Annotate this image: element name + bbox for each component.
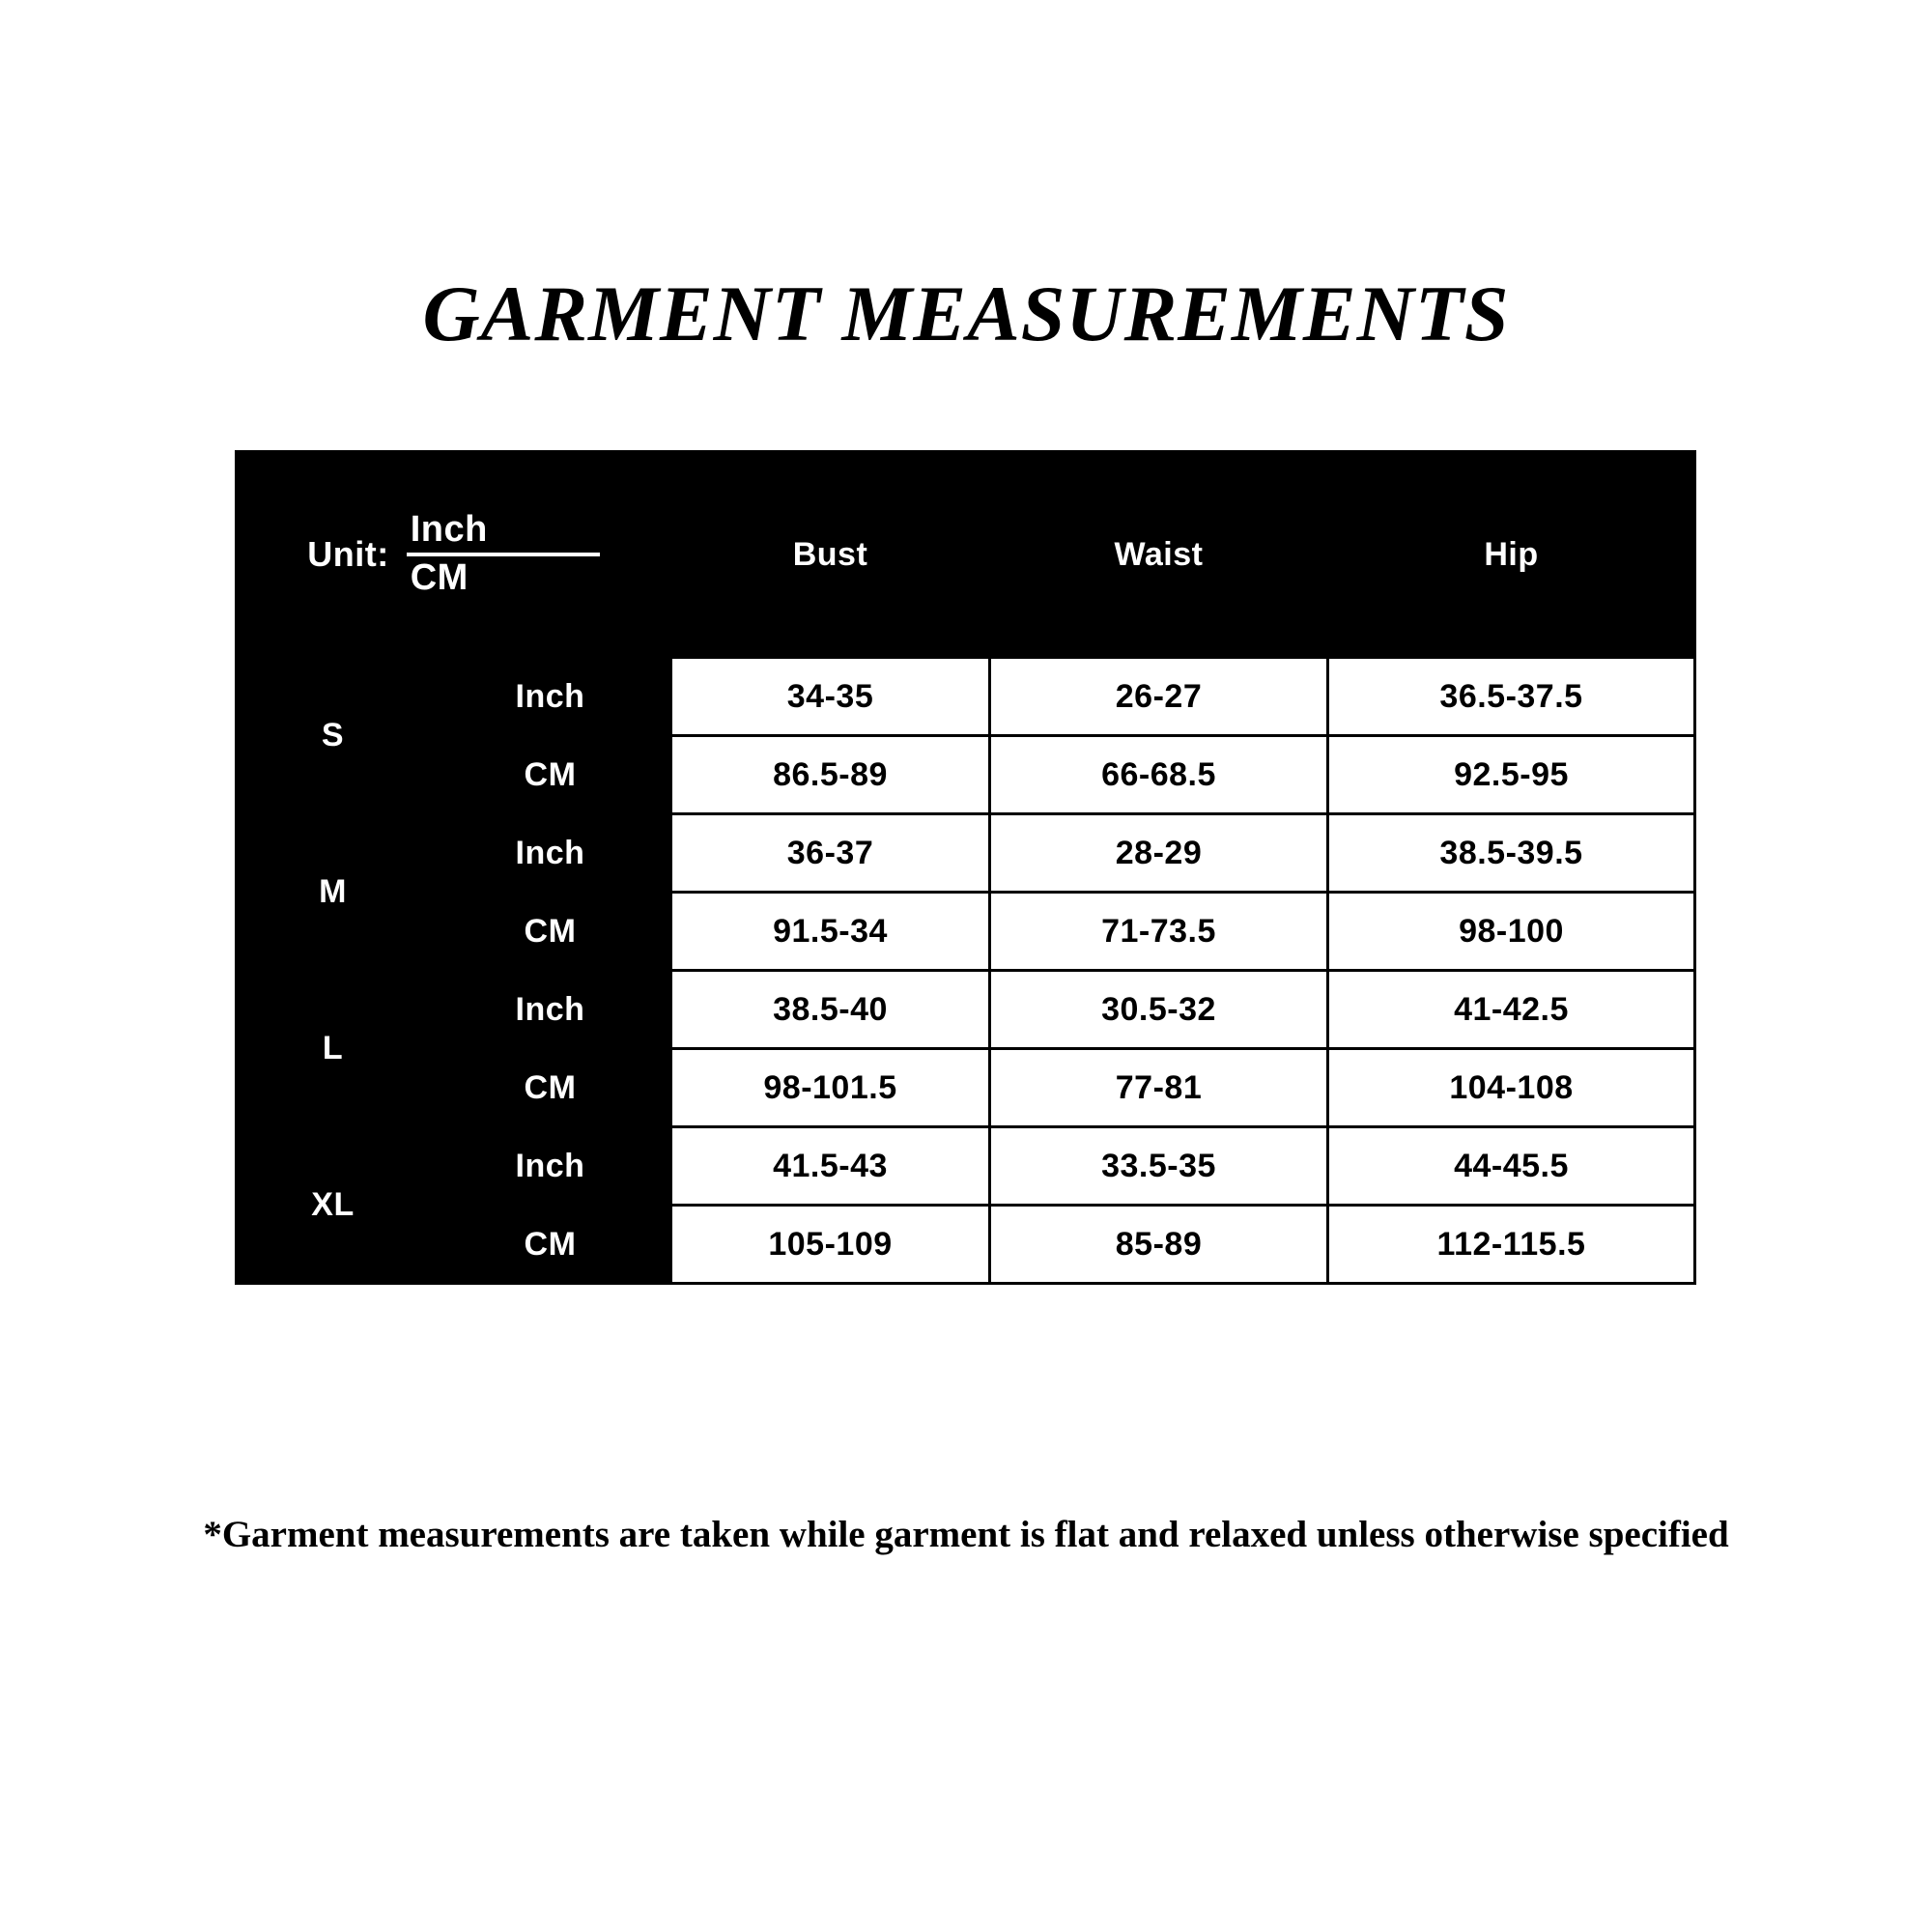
cell-m-cm-bust: 91.5-34 — [671, 893, 990, 971]
table-row — [237, 893, 1695, 971]
cell-xl-cm-hip: 112-115.5 — [1328, 1206, 1695, 1284]
cell-s-inch-hip: 36.5-37.5 — [1328, 658, 1695, 736]
cell-s-cm-waist: 66-68.5 — [990, 736, 1328, 814]
cell-m-inch-hip: 38.5-39.5 — [1328, 814, 1695, 893]
cell-xl-inch-hip: 44-45.5 — [1328, 1127, 1695, 1206]
footnote-text: *Garment measurements are taken while garment is flat and relaxed unless otherwise specified — [203, 1514, 1729, 1555]
cell-m-cm-waist: 71-73.5 — [990, 893, 1328, 971]
table-row — [237, 1127, 1695, 1206]
unit-inch-label: Inch — [410, 509, 488, 551]
size-label-m: M — [237, 814, 430, 971]
table-row — [237, 736, 1695, 814]
table-row — [237, 658, 1695, 736]
cell-l-inch-hip: 41-42.5 — [1328, 971, 1695, 1049]
cell-s-cm-bust: 86.5-89 — [671, 736, 990, 814]
row-unit-l-inch: Inch — [430, 971, 671, 1049]
cell-s-inch-bust: 34-35 — [671, 658, 990, 736]
cell-m-cm-hip: 98-100 — [1328, 893, 1695, 971]
unit-label: Unit: — [307, 534, 389, 574]
cell-l-cm-hip: 104-108 — [1328, 1049, 1695, 1127]
page-title: GARMENT MEASUREMENTS — [422, 270, 1510, 357]
unit-fraction — [407, 510, 600, 599]
column-header-waist: Waist — [990, 452, 1328, 658]
cell-xl-inch-bust: 41.5-43 — [671, 1127, 990, 1206]
unit-cm-label: CM — [410, 557, 469, 598]
unit-toggle-header — [237, 452, 671, 658]
cell-l-inch-bust: 38.5-40 — [671, 971, 990, 1049]
row-unit-m-inch: Inch — [430, 814, 671, 893]
size-label-l: L — [237, 971, 430, 1127]
row-unit-xl-inch: Inch — [430, 1127, 671, 1206]
cell-l-cm-waist: 77-81 — [990, 1049, 1328, 1127]
cell-l-inch-waist: 30.5-32 — [990, 971, 1328, 1049]
row-unit-s-inch: Inch — [430, 658, 671, 736]
size-label-xl: XL — [237, 1127, 430, 1284]
cell-xl-cm-bust: 105-109 — [671, 1206, 990, 1284]
table-row — [237, 814, 1695, 893]
cell-xl-inch-waist: 33.5-35 — [990, 1127, 1328, 1206]
cell-s-cm-hip: 92.5-95 — [1328, 736, 1695, 814]
row-unit-s-cm: CM — [430, 736, 671, 814]
table-row — [237, 971, 1695, 1049]
table-row — [237, 1049, 1695, 1127]
row-unit-xl-cm: CM — [430, 1206, 671, 1284]
row-unit-m-cm: CM — [430, 893, 671, 971]
row-unit-l-cm: CM — [430, 1049, 671, 1127]
table-row — [237, 1206, 1695, 1284]
size-label-s: S — [237, 658, 430, 814]
cell-m-inch-bust: 36-37 — [671, 814, 990, 893]
cell-xl-cm-waist: 85-89 — [990, 1206, 1328, 1284]
cell-s-inch-waist: 26-27 — [990, 658, 1328, 736]
column-header-bust: Bust — [671, 452, 990, 658]
column-header-hip: Hip — [1328, 452, 1695, 658]
cell-m-inch-waist: 28-29 — [990, 814, 1328, 893]
cell-l-cm-bust: 98-101.5 — [671, 1049, 990, 1127]
measurements-table-container — [235, 450, 1693, 1285]
table-header-row — [237, 452, 1695, 658]
measurements-table — [235, 450, 1696, 1285]
